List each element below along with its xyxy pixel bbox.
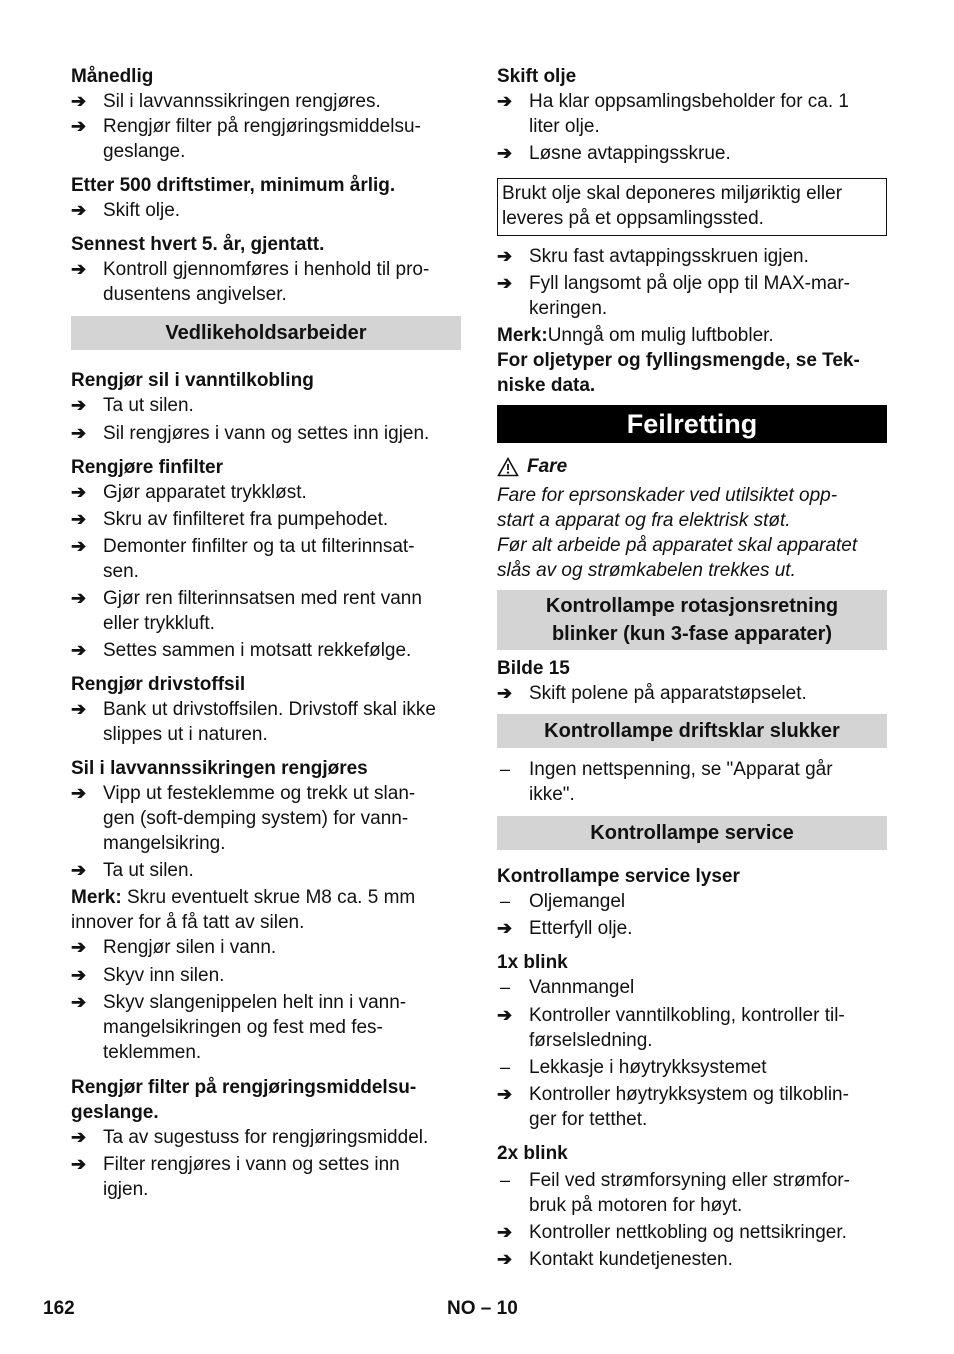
interval-500h-heading: Etter 500 driftstimer, minimum årlig. (71, 175, 396, 196)
arrow-icon: ➔ (71, 783, 87, 803)
list-item: ➔ Vipp ut festeklemme og trekk ut slan- gen (soft-demping system) for vann- mangelsikring. (71, 783, 416, 854)
service-lamp-section-bar: Kontrollampe service (497, 816, 887, 850)
list-item: ➔ Fyll langsomt på olje opp til MAX-mar- keringen. (497, 273, 850, 319)
list-item: – Feil ved strømforsyning eller strømfor- bruk på motoren for høyt. (497, 1168, 887, 1218)
danger-text: Før alt arbeide på apparatet skal apparatet slås av og strømkabelen trekkes ut. (497, 535, 858, 581)
list-item: ➔ Løsne avtappingsskrue. (497, 143, 731, 164)
arrow-icon: ➔ (71, 699, 87, 719)
rotation-lamp-section-bar: Kontrollampe rotasjonsretning blinker (kun 3-fase apparater) (497, 590, 887, 650)
list-item: ➔ Ta av sugestuss for rengjøringsmiddel. (71, 1127, 429, 1148)
arrow-icon: ➔ (497, 918, 513, 938)
fuel-strainer-heading: Rengjør drivstoffsil (71, 674, 246, 695)
list-item: ➔ Bank ut drivstoffsilen. Drivstoff skal ikke slippes ut i naturen. (71, 699, 436, 745)
arrow-icon: ➔ (71, 116, 87, 136)
list-item: ➔ Rengjør silen i vann. (71, 937, 277, 958)
arrow-icon: ➔ (71, 937, 87, 957)
arrow-icon: ➔ (71, 1154, 87, 1174)
detergent-filter-heading: Rengjør filter på rengjøringsmiddelsu- geslange. (71, 1077, 417, 1123)
list-item: ➔ Gjør ren filterinnsatsen med rent vann eller trykkluft. (71, 588, 422, 634)
oil-disposal-notice: Brukt olje skal deponeres miljøriktig eller leveres på et oppsamlingssted. (497, 178, 887, 236)
arrow-icon: ➔ (497, 1222, 513, 1242)
interval-5yr-heading: Sennest hvert 5. år, gjentatt. (71, 234, 325, 255)
fine-filter-heading: Rengjøre finfilter (71, 457, 224, 478)
arrow-icon: ➔ (497, 246, 513, 266)
list-item: ➔ Skyv inn silen. (71, 965, 225, 986)
list-item: ➔ Sil rengjøres i vann og settes inn igjen. (71, 423, 430, 444)
dash-bullet: – (500, 891, 511, 911)
figure-reference: Bilde 15 (497, 658, 570, 679)
page-code: NO – 10 (447, 1298, 518, 1319)
dash-bullet: – (500, 1170, 511, 1190)
list-item: ➔ Ha klar oppsamlingsbeholder for ca. 1 liter olje. (497, 91, 850, 137)
danger-label: Fare (497, 454, 887, 479)
arrow-icon: ➔ (71, 423, 87, 443)
arrow-icon: ➔ (497, 273, 513, 293)
list-item: ➔ Demonter finfilter og ta ut filterinnsat- sen. (71, 536, 415, 582)
arrow-icon: ➔ (71, 860, 87, 880)
list-item: – Lekkasje i høytrykksystemet (497, 1055, 887, 1080)
list-item: – Ingen nettspenning, se "Apparat går ikke". (497, 757, 887, 807)
page-number: 162 (43, 1298, 75, 1319)
arrow-icon: ➔ (71, 395, 87, 415)
water-strainer-heading: Rengjør sil i vanntilkobling (71, 370, 314, 391)
arrow-icon: ➔ (71, 91, 87, 111)
maintenance-section-bar: Vedlikeholdsarbeider (71, 316, 461, 350)
arrow-icon: ➔ (71, 588, 87, 608)
oil-types-note: For oljetyper og fyllingsmengde, se Tek- niske data. (497, 350, 860, 396)
blink1-heading: 1x blink (497, 952, 568, 973)
arrow-icon: ➔ (71, 965, 87, 985)
arrow-icon: ➔ (497, 1084, 513, 1104)
dash-bullet: – (500, 1057, 511, 1077)
list-item: ➔ Filter rengjøres i vann og settes inn igjen. (71, 1154, 400, 1200)
list-item: ➔ Kontroller nettkobling og nettsikringer. (497, 1222, 847, 1243)
note-paragraph: Merk:Unngå om mulig luftbobler. (497, 325, 774, 346)
service-lamp-heading: Kontrollampe service lyser (497, 866, 740, 887)
blink2-heading: 2x blink (497, 1143, 568, 1164)
list-item: – Oljemangel (497, 889, 887, 914)
list-item: ➔ Etterfyll olje. (497, 918, 633, 939)
list-item: ➔ Ta ut silen. (71, 860, 194, 881)
arrow-icon: ➔ (497, 683, 513, 703)
low-water-strainer-heading: Sil i lavvannssikringen rengjøres (71, 758, 368, 779)
list-item: ➔ Kontakt kundetjenesten. (497, 1249, 733, 1270)
arrow-icon: ➔ (497, 91, 513, 111)
troubleshooting-title: Feilretting (497, 405, 887, 443)
dash-bullet: – (500, 759, 511, 779)
arrow-icon: ➔ (71, 509, 87, 529)
arrow-icon: ➔ (71, 259, 87, 279)
ready-lamp-section-bar: Kontrollampe driftsklar slukker (497, 714, 887, 748)
right-column (497, 64, 887, 1272)
danger-text: Fare for eprsonskader ved utilsiktet opp- start a apparat og fra elektrisk støt. (497, 485, 838, 531)
oil-change-heading: Skift olje (497, 66, 577, 87)
list-item: ➔ Settes sammen i motsatt rekkefølge. (71, 640, 412, 661)
list-item: ➔ Kontroll gjennomføres i henhold til pro- dusentens angivelser. (71, 259, 430, 305)
list-item: ➔ Gjør apparatet trykkløst. (71, 482, 307, 503)
list-item: ➔ Kontroller vanntilkobling, kontroller til- førselsledning. (497, 1005, 845, 1051)
list-item: ➔ Skyv slangenippelen helt inn i vann- mangelsikringen og fest med fes- teklemmen. (71, 992, 407, 1063)
arrow-icon: ➔ (71, 640, 87, 660)
list-item: ➔ Skru av finfilteret fra pumpehodet. (71, 509, 389, 530)
arrow-icon: ➔ (71, 482, 87, 502)
list-item: ➔ Rengjør filter på rengjøringsmiddelsu- geslange. (71, 116, 421, 162)
list-item: ➔ Ta ut silen. (71, 395, 194, 416)
arrow-icon: ➔ (71, 992, 87, 1012)
list-item: – Vannmangel (497, 975, 887, 1000)
monthly-heading: Månedlig (71, 66, 154, 87)
list-item: ➔ Skift polene på apparatstøpselet. (497, 683, 807, 704)
left-column (71, 64, 461, 1202)
list-item: ➔ Skru fast avtappingsskruen igjen. (497, 246, 809, 267)
arrow-icon: ➔ (71, 536, 87, 556)
arrow-icon: ➔ (497, 1249, 513, 1269)
arrow-icon: ➔ (71, 200, 87, 220)
warning-triangle-icon (497, 457, 519, 477)
list-item: ➔ Sil i lavvannssikringen rengjøres. (71, 91, 381, 112)
dash-bullet: – (500, 977, 511, 997)
arrow-icon: ➔ (497, 1005, 513, 1025)
arrow-icon: ➔ (497, 143, 513, 163)
arrow-icon: ➔ (71, 1127, 87, 1147)
note-paragraph: Merk: Skru eventuelt skrue M8 ca. 5 mm innover for å få tatt av silen. (71, 887, 416, 933)
list-item: ➔ Skift olje. (71, 200, 181, 221)
list-item: ➔ Kontroller høytrykksystem og tilkoblin- ger for tetthet. (497, 1084, 849, 1130)
